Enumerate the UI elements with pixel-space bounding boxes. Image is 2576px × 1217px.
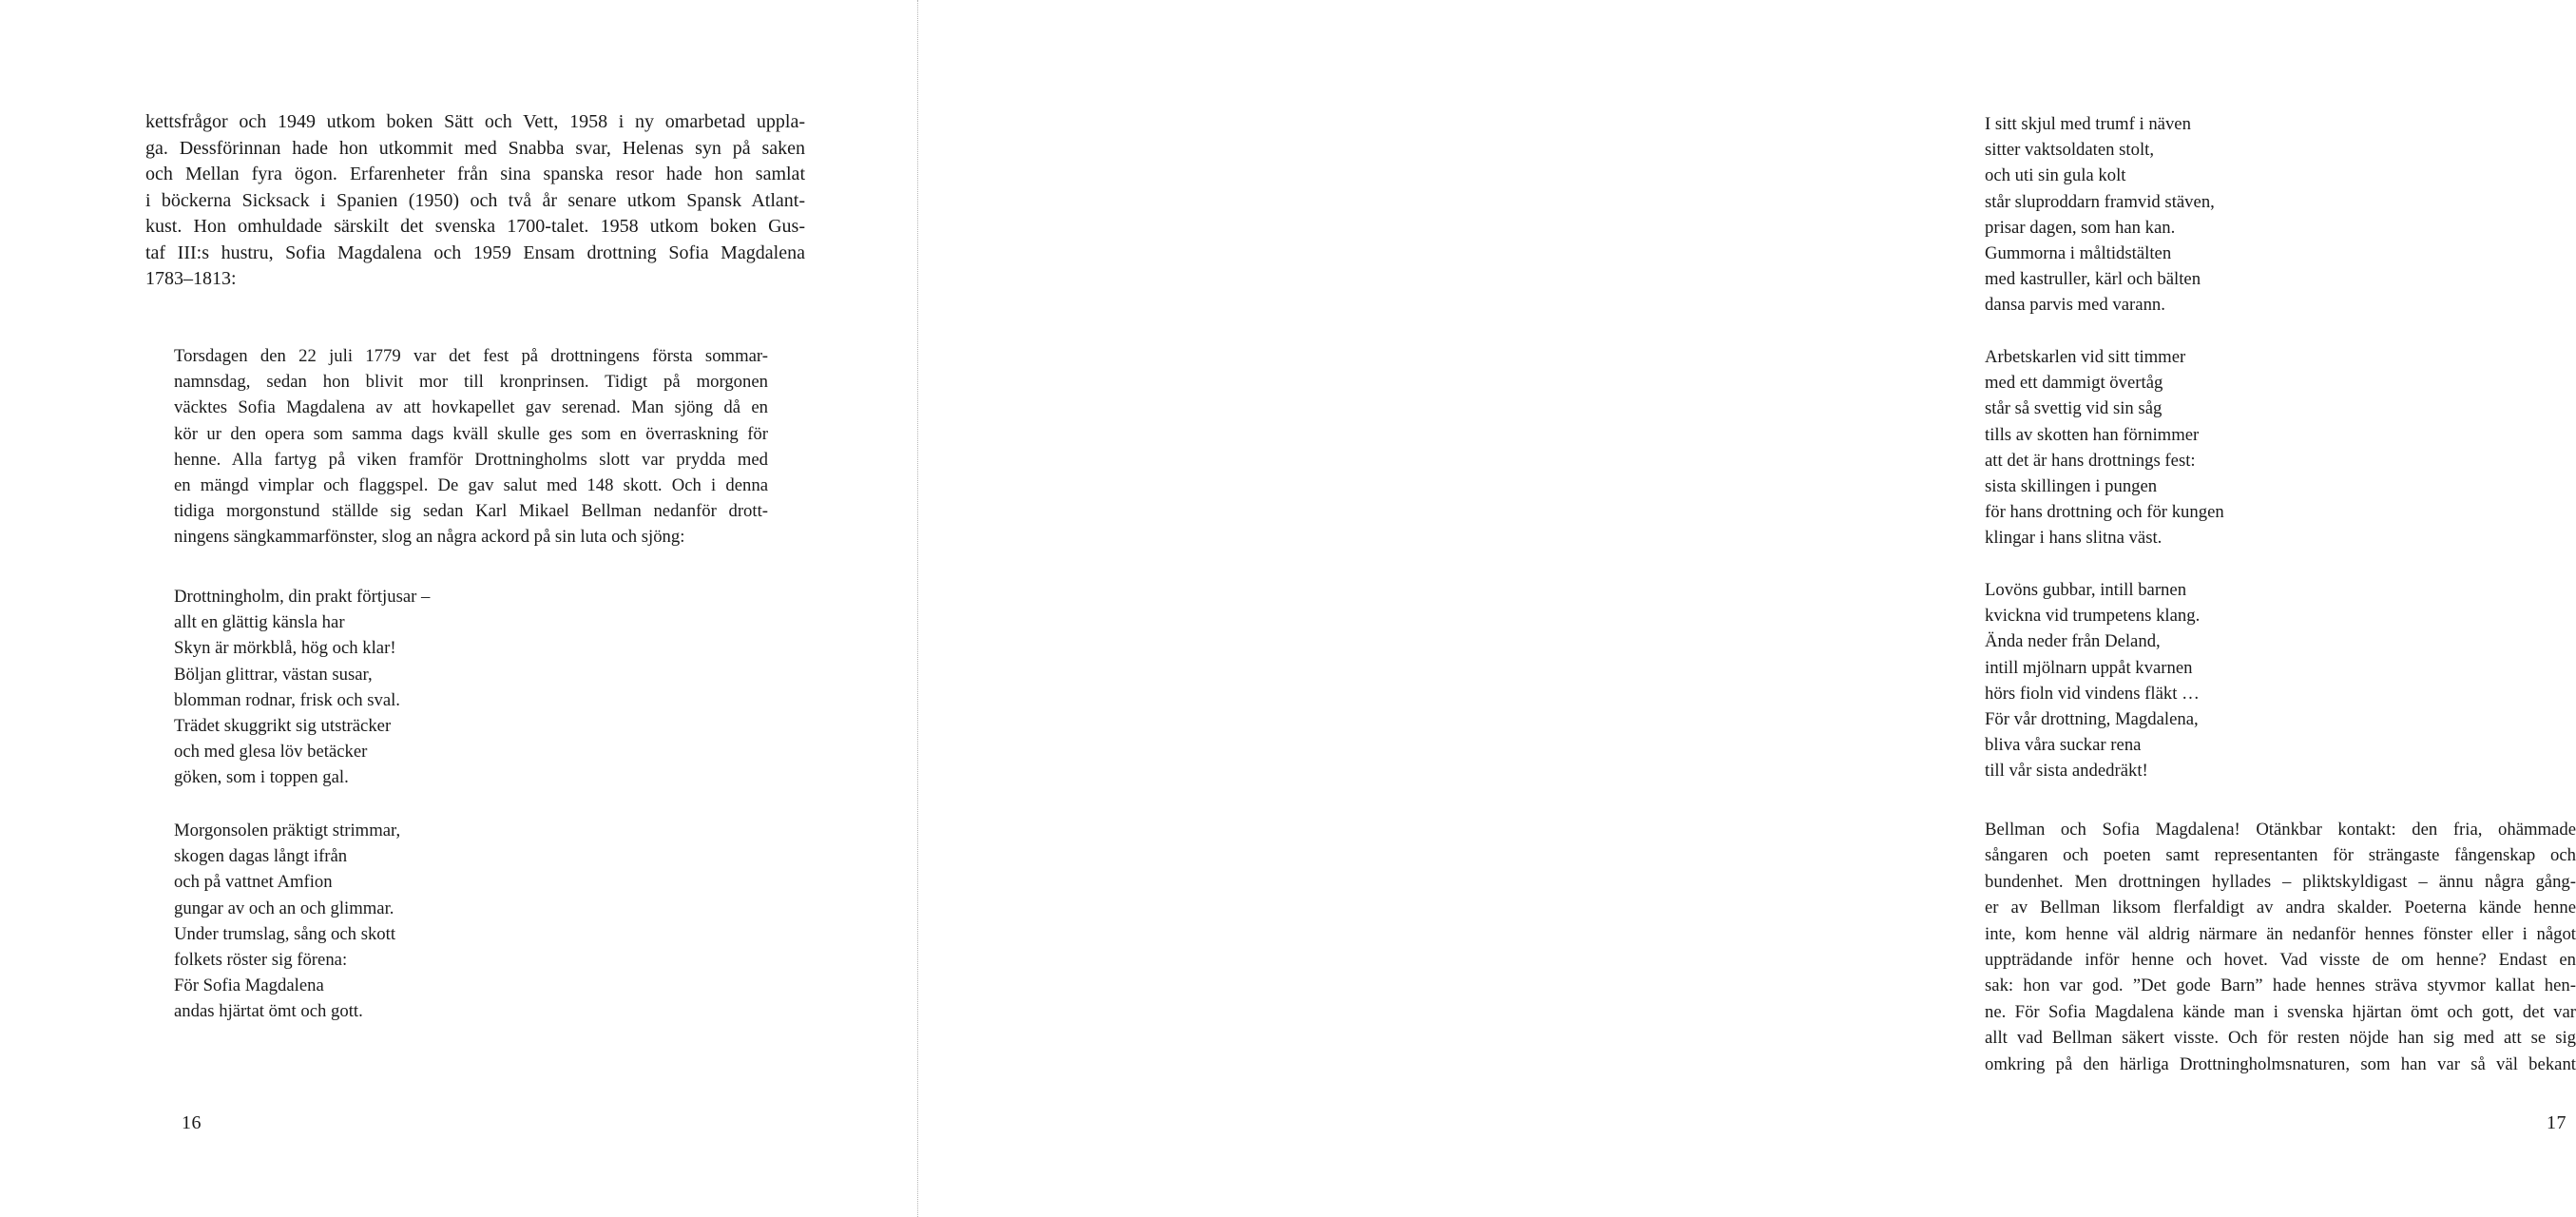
verse-line: Skyn är mörkblå, hög och klar! — [174, 638, 396, 659]
poem-stanza — [1985, 111, 2215, 319]
verse-line: Trädet skuggrikt sig utsträcker — [174, 716, 392, 737]
verse-line: hörs fioln vid vindens fläkt … — [1985, 683, 2200, 704]
verse-line: och med glesa löv betäcker — [174, 742, 368, 763]
text-line: i böckerna Sicksack i Spanien (1950) och två år senare utkom Spansk Atlant- — [145, 189, 805, 211]
verse-line: Lovöns gubbar, intill barnen — [1985, 580, 2187, 600]
verse-line: står så svettig vid sin såg — [1985, 398, 2163, 419]
right-body-text — [1985, 817, 2576, 1077]
verse-line: Arbetskarlen vid sitt timmer — [1985, 347, 2186, 367]
verse-line: allt en glättig känsla har — [174, 612, 345, 633]
verse-line: För Sofia Magdalena — [174, 976, 324, 996]
verse-line: blomman rodnar, frisk och sval. — [174, 689, 400, 710]
text-line: Bellman och Sofia Magdalena! Otänkbar kontakt: den fria, ohämmade — [1985, 820, 2576, 840]
verse-line: folkets röster sig förena: — [174, 950, 348, 971]
text-line: bundenhet. Men drottningen hyllades – pliktskyldigast – ännu några gång- — [1985, 871, 2576, 892]
right-page — [918, 0, 2576, 1217]
verse-line: göken, som i toppen gal. — [174, 767, 349, 788]
text-line: och Mellan fyra ögon. Erfarenheter från sina spanska resor hade hon samlat — [145, 164, 805, 184]
verse-line: att det är hans drottnings fest: — [1985, 450, 2196, 471]
text-line: omkring på den härliga Drottningholmsnaturen, som han var så väl bekant — [1985, 1053, 2576, 1074]
text-line: sångaren och poeten samt representanten för strängaste fångenskap och — [1985, 845, 2576, 866]
poem-stanza — [1985, 344, 2224, 551]
verse-line: står sluproddarn framvid stäven, — [1985, 191, 2215, 212]
text-line: ne. För Sofia Magdalena kände man i svenska hjärtan ömt och gott, det var — [1985, 1001, 2576, 1022]
text-line: 1783–1813: — [145, 268, 237, 289]
page-number: 16 — [182, 1112, 202, 1133]
verse-line: Gummorna i måltidstälten — [1985, 243, 2172, 264]
verse-line: och på vattnet Amfion — [174, 872, 333, 893]
verse-line: Böljan glittrar, västan susar, — [174, 664, 373, 685]
quote-line: ningens sängkammarfönster, slog an några ackord på sin luta och sjöng: — [174, 527, 685, 548]
block-quote — [174, 343, 768, 551]
verse-line: med kastruller, kärl och bälten — [1985, 269, 2201, 290]
verse-line: I sitt skjul med trumf i näven — [1985, 114, 2191, 134]
verse-line: prisar dagen, som han kan. — [1985, 217, 2176, 238]
poem-stanza — [174, 818, 400, 1025]
verse-line: Ända neder från Deland, — [1985, 631, 2161, 652]
verse-line: kvickna vid trumpetens klang. — [1985, 606, 2201, 627]
text-line: kust. Hon omhuldade särskilt det svenska 1700-talet. 1958 utkom boken Gus- — [145, 216, 805, 237]
verse-line: för hans drottning och för kungen — [1985, 502, 2224, 523]
quote-line: kör ur den opera som samma dags kväll skulle ges som en överraskning för — [174, 423, 768, 444]
quote-line: Torsdagen den 22 juli 1779 var det fest på drottningens första sommar- — [174, 346, 768, 366]
verse-line: Under trumslag, sång och skott — [174, 923, 396, 944]
left-page — [0, 0, 917, 1217]
quote-line: henne. Alla fartyg på viken framför Drottningholms slott var prydda med — [174, 449, 768, 470]
verse-line: gungar av och an och glimmar. — [174, 898, 394, 918]
verse-line: sitter vaktsoldaten stolt, — [1985, 140, 2155, 161]
page-number: 17 — [2547, 1112, 2566, 1133]
text-line: ga. Dessförinnan hade hon utkommit med Snabba svar, Helenas syn på saken — [145, 137, 805, 159]
text-line: inte, kom henne väl aldrig närmare än nedanför hennes fönster eller i något — [1985, 923, 2576, 944]
left-body-text — [145, 109, 805, 293]
verse-line: Drottningholm, din prakt förtjusar – — [174, 587, 431, 607]
poem-stanza — [1985, 577, 2200, 784]
quote-line: väcktes Sofia Magdalena av att hovkapellet gav serenad. Man sjöng då en — [174, 397, 768, 418]
verse-line: dansa parvis med varann. — [1985, 295, 2165, 316]
verse-line: andas hjärtat ömt och gott. — [174, 1001, 363, 1022]
text-line: taf III:s hustru, Sofia Magdalena och 1959 Ensam drottning Sofia Magdalena — [145, 241, 805, 263]
text-line: kettsfrågor och 1949 utkom boken Sätt och Vett, 1958 i ny omarbetad uppla- — [145, 111, 805, 132]
text-line: allt vad Bellman säkert visste. Och för resten nöjde han sig med att se sig — [1985, 1028, 2576, 1049]
verse-line: tills av skotten han förnimmer — [1985, 424, 2200, 445]
text-line: sak: hon var god. ”Det gode Barn” hade hennes sträva styvmor kallat hen- — [1985, 976, 2576, 996]
verse-line: sista skillingen i pungen — [1985, 476, 2158, 497]
quote-line: tidiga morgonstund ställde sig sedan Karl Mikael Bellman nedanför drott- — [174, 501, 768, 522]
text-line: uppträdande inför henne och hovet. Vad visste de om henne? Endast en — [1985, 950, 2576, 971]
verse-line: och uti sin gula kolt — [1985, 165, 2126, 186]
verse-line: För vår drottning, Magdalena, — [1985, 709, 2199, 730]
verse-line: bliva våra suckar rena — [1985, 735, 2142, 756]
text-line: er av Bellman liksom flerfaldigt av andra skalder. Poeterna kände henne — [1985, 898, 2576, 918]
verse-line: till vår sista andedräkt! — [1985, 761, 2148, 782]
verse-line: klingar i hans slitna väst. — [1985, 528, 2163, 549]
verse-line: Morgonsolen präktigt strimmar, — [174, 821, 401, 840]
verse-line: med ett dammigt övertåg — [1985, 373, 2163, 394]
verse-line: skogen dagas långt ifrån — [174, 846, 348, 867]
poem-stanza — [174, 584, 430, 791]
verse-line: intill mjölnarn uppåt kvarnen — [1985, 657, 2193, 678]
quote-line: en mängd vimplar och flaggspel. De gav salut med 148 skott. Och i denna — [174, 475, 768, 496]
quote-line: namnsdag, sedan hon blivit mor till kronprinsen. Tidigt på morgonen — [174, 372, 768, 393]
